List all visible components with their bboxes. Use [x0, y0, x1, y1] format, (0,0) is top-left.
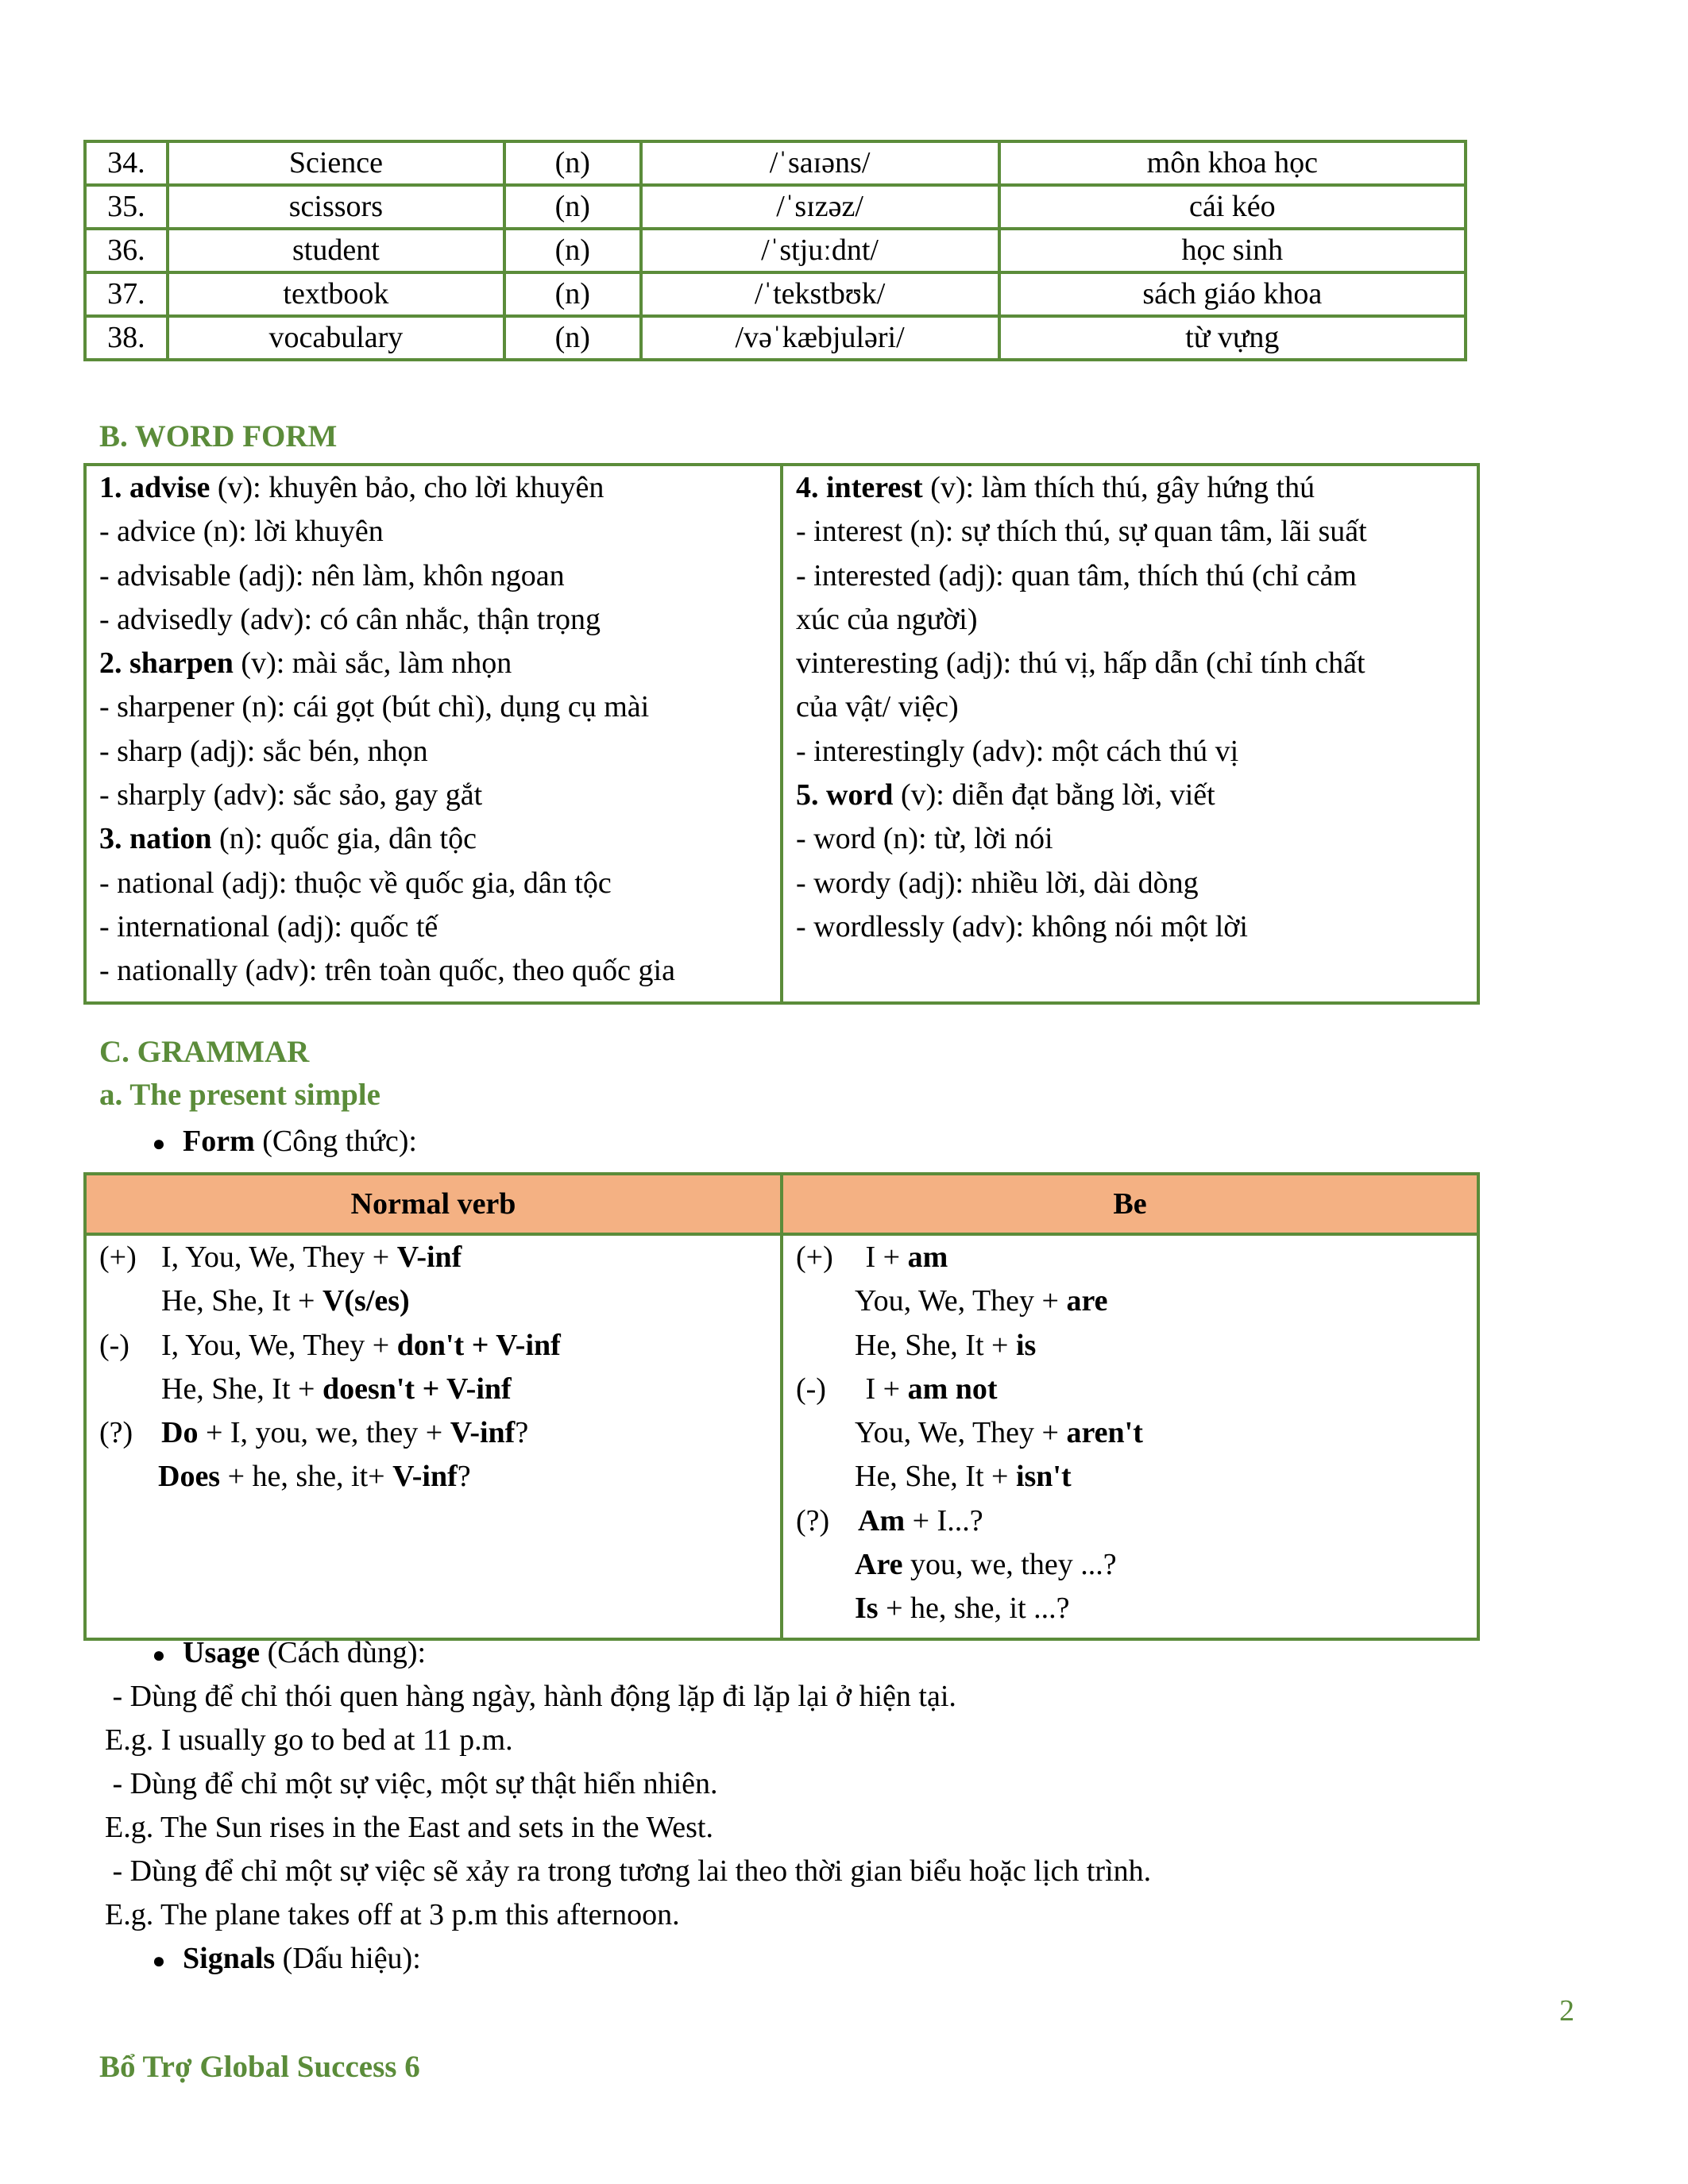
- vocabulary-table: [83, 140, 1467, 361]
- table-row: [85, 229, 1466, 272]
- vocab-ipa: /ˈstjuːdnt/: [641, 229, 999, 272]
- grammar-table: [83, 1172, 1480, 1641]
- vocab-ipa: /ˈsɪzəz/: [641, 185, 999, 229]
- vocab-meaning: cái kéo: [999, 185, 1466, 229]
- subsection-a-title: a. The present simple: [99, 1078, 380, 1112]
- page-number: 2: [1559, 1994, 1574, 2028]
- normal-verb-cell: (+) I, You, We, They + V-inf He, She, It + V(s/es) (-) I, You, We, They + don't + V-inf He, She, It + doesn't + V-inf (?) Do + I, you, we, they + V-inf? Does + he, she, it+ V-inf?: [85, 1234, 782, 1639]
- normal-verb-header: Normal verb: [85, 1174, 782, 1234]
- vocab-num: 34.: [85, 141, 168, 185]
- vocab-ipa: /ˈtekstbʊk/: [641, 272, 999, 316]
- table-row: [85, 185, 1466, 229]
- bullet-icon: ●: [152, 1948, 166, 1974]
- be-cell: (+) I + am You, We, They + are He, She, It + is (-) I + am not You, We, They + aren't He, She, It + isn't (?) Am + I...? Are you, we, they ...? Is + he, she, it ...?: [782, 1234, 1478, 1639]
- usage-line: - Dùng để chỉ một sự việc sẽ xảy ra trong tương lai theo thời gian biểu hoặc lịch trình.: [105, 1854, 1152, 1888]
- footer-title: Bổ Trợ Global Success 6: [99, 2050, 420, 2084]
- table-row: [85, 272, 1466, 316]
- usage-lines: [105, 1675, 1151, 1937]
- vocab-meaning: học sinh: [999, 229, 1466, 272]
- vocab-num: 38.: [85, 316, 168, 360]
- bullet-icon: ●: [152, 1642, 166, 1668]
- usage-line: E.g. I usually go to bed at 11 p.m.: [105, 1723, 513, 1757]
- vocab-word: scissors: [168, 185, 504, 229]
- table-row: [85, 316, 1466, 360]
- bullet-icon: ●: [152, 1131, 166, 1156]
- section-b-title: B. WORD FORM: [99, 419, 338, 453]
- usage-bullet: ● Usage (Cách dùng):: [135, 1631, 426, 1677]
- vocab-meaning: môn khoa học: [999, 141, 1466, 185]
- vocab-word: textbook: [168, 272, 504, 316]
- table-row: [85, 141, 1466, 185]
- vocab-num: 36.: [85, 229, 168, 272]
- vocab-pos: (n): [504, 316, 641, 360]
- vocab-pos: (n): [504, 185, 641, 229]
- vocab-pos: (n): [504, 141, 641, 185]
- form-bullet: ● Form (Công thức):: [135, 1120, 417, 1166]
- usage-line: - Dùng để chỉ thói quen hàng ngày, hành động lặp đi lặp lại ở hiện tại.: [105, 1680, 956, 1713]
- signals-bullet: ● Signals (Dấu hiệu):: [135, 1937, 421, 1983]
- usage-line: - Dùng để chỉ một sự việc, một sự thật hiển nhiên.: [105, 1767, 718, 1800]
- vocab-num: 37.: [85, 272, 168, 316]
- vocab-ipa: /vəˈkæbjuləri/: [641, 316, 999, 360]
- vocab-pos: (n): [504, 272, 641, 316]
- vocab-ipa: /ˈsaɪəns/: [641, 141, 999, 185]
- vocab-pos: (n): [504, 229, 641, 272]
- vocab-word: vocabulary: [168, 316, 504, 360]
- be-header: Be: [782, 1174, 1478, 1234]
- vocab-word: student: [168, 229, 504, 272]
- vocab-meaning: sách giáo khoa: [999, 272, 1466, 316]
- vocab-word: Science: [168, 141, 504, 185]
- vocab-num: 35.: [85, 185, 168, 229]
- word-form-left: 1. advise (v): khuyên bảo, cho lời khuyên - advice (n): lời khuyên - advisable (adj): nên làm, khôn ngoan - advisedly (adv): có cân nhắc, thận trọng 2. sharpen (v): mài sắc, làm nhọn - sharpener (n): cái gọt (bút chì), dụng cụ mài - sharp (adj): sắc bén, nhọn - sharply (adv): sắc sảo, gay gắt 3. nation (n): quốc gia, dân tộc - national (adj): thuộc về quốc gia, dân tộc - international (adj): quốc tế - nationally (adv): trên toàn quốc, theo quốc gia: [85, 465, 782, 1003]
- word-form-table: [83, 463, 1480, 1005]
- usage-line: E.g. The Sun rises in the East and sets in the West.: [105, 1811, 713, 1844]
- usage-line: E.g. The plane takes off at 3 p.m this afternoon.: [105, 1898, 680, 1931]
- word-form-right: 4. interest (v): làm thích thú, gây hứng thú - interest (n): sự thích thú, sự quan tâm, lãi suất - interested (adj): quan tâm, thích thú (chỉ cảm xúc của người) vinteresting (adj): thú vị, hấp dẫn (chỉ tính chất của vật/ việc) - interestingly (adv): một cách thú vị 5. word (v): diễn đạt bằng lời, viết - word (n): từ, lời nói - wordy (adj): nhiều lời, dài dòng - wordlessly (adv): không nói một lời: [782, 465, 1478, 1003]
- section-c-title: C. GRAMMAR: [99, 1035, 310, 1069]
- vocab-meaning: từ vựng: [999, 316, 1466, 360]
